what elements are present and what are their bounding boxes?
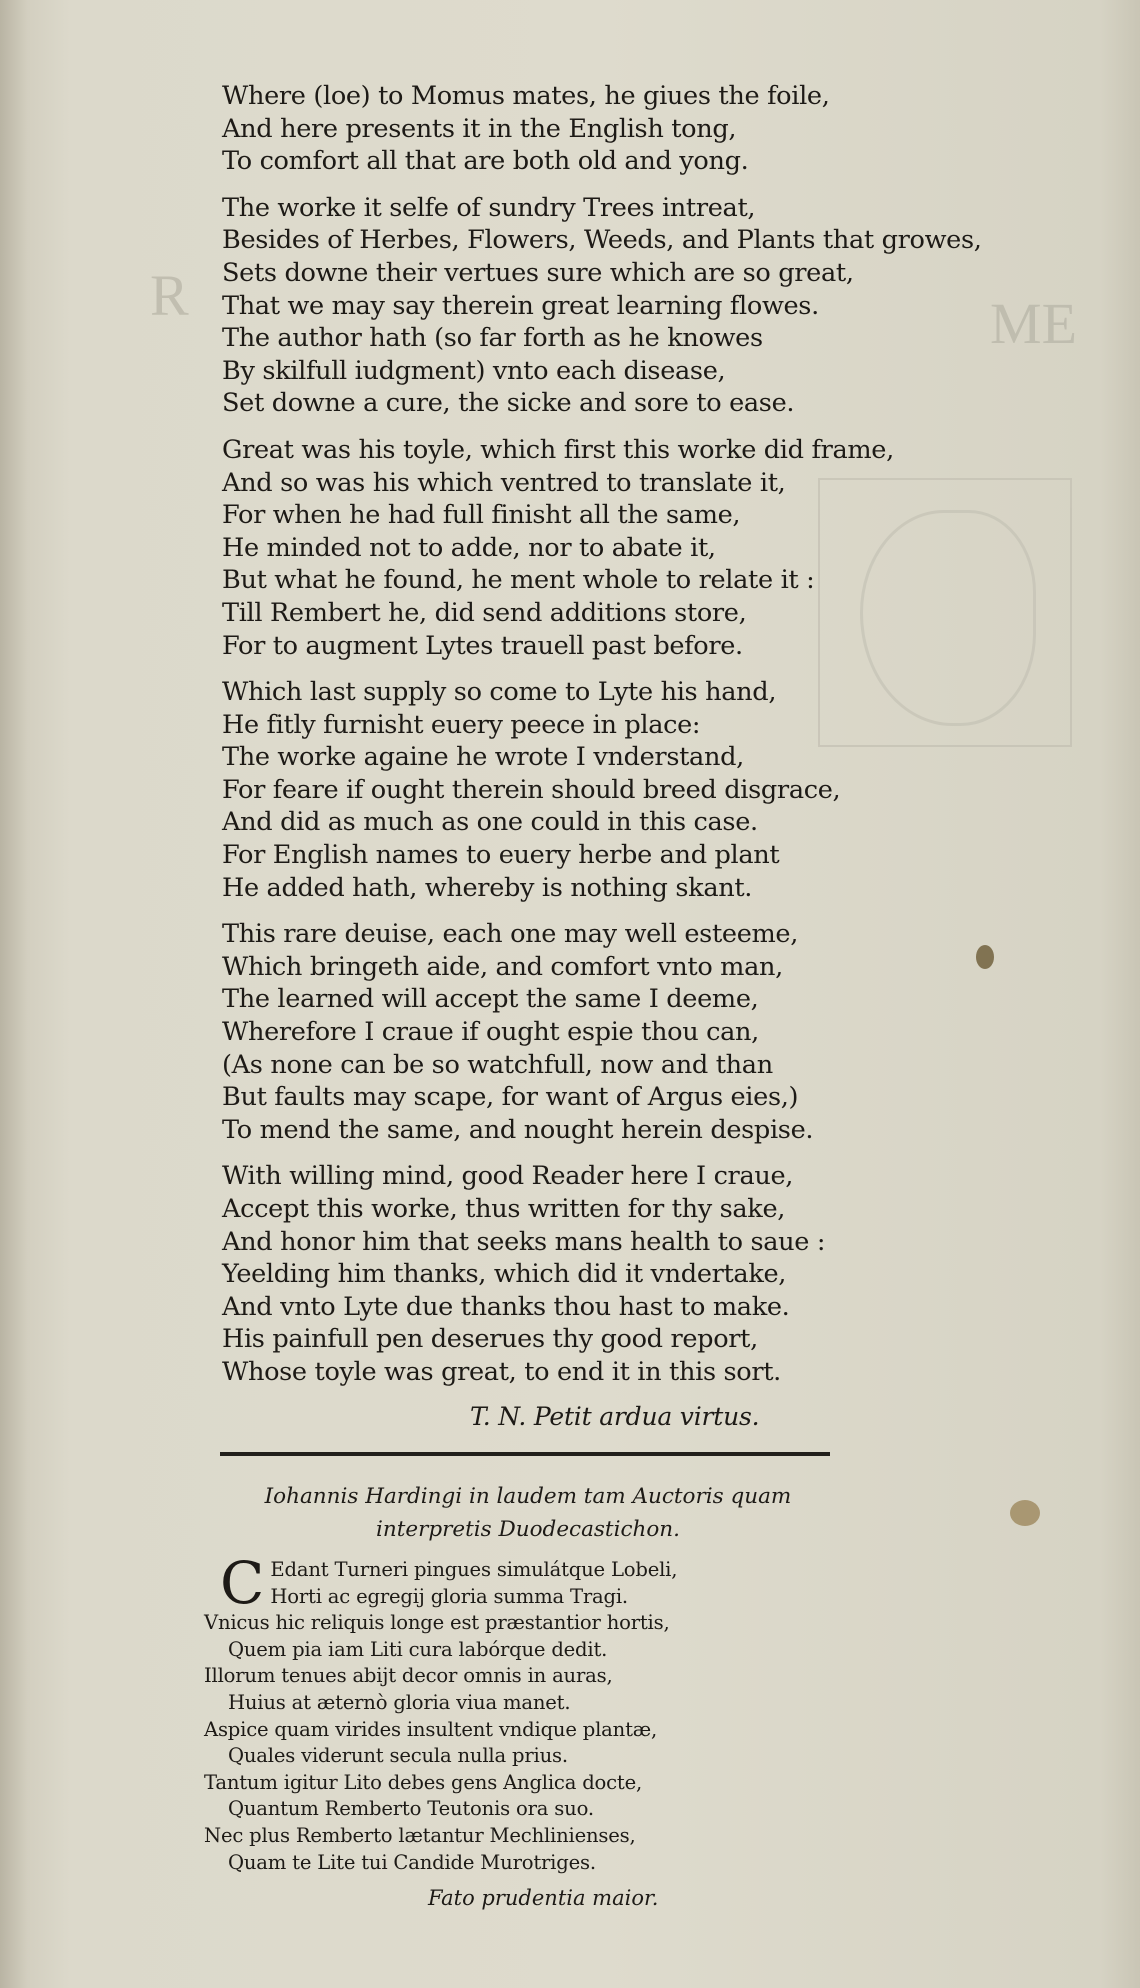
latin-line: Tantum igitur Lito debes gens Anglica docte, <box>204 1770 643 1794</box>
section-divider <box>220 1452 830 1456</box>
poem-signature: T. N. Petit ardua virtus. <box>470 1402 760 1431</box>
poem-line: Accept this worke, thus written for thy sake, <box>222 1194 786 1224</box>
poem-line: This rare deuise, each one may well esteeme, <box>222 919 798 950</box>
poem-line: Whose toyle was great, to end it in this sort. <box>222 1356 781 1387</box>
poem-line: For when he had full finisht all the same, <box>222 500 741 531</box>
poem-line: The worke againe he wrote I vnderstand, <box>222 742 744 773</box>
latin-line: Nec plus Remberto lætantur Mechlinienses, <box>204 1823 636 1847</box>
poem-line: For to augment Lytes trauell past before. <box>222 630 743 661</box>
poem-line: And did as much as one could in this case. <box>222 807 758 838</box>
poem-line: But faults may scape, for want of Argus eies,) <box>222 1082 799 1113</box>
poem-line: For English names to euery herbe and plant <box>222 840 780 871</box>
poem-line: And vnto Lyte due thanks thou hast to make. <box>222 1291 790 1322</box>
show-through-heading: ME <box>990 291 1077 356</box>
latin-title-line: interpretis Duodecastichon. <box>376 1517 680 1542</box>
poem-line: Where (loe) to Momus mates, he giues the foile, <box>222 81 830 111</box>
latin-line: Horti ac egregij gloria summa Tragi. <box>270 1584 628 1608</box>
poem-line: Besides of Herbes, Flowers, Weeds, and Plants that growes, <box>222 225 982 256</box>
poem-line: And so was his which ventred to translate it, <box>222 467 786 498</box>
latin-line: Huius at æternò gloria viua manet. <box>228 1690 571 1714</box>
paper-stain <box>1010 1500 1040 1526</box>
poem-line: Yeelding him thanks, which did it vndertake, <box>222 1259 787 1290</box>
show-through-heading-left: R <box>150 263 189 328</box>
stanza <box>222 80 842 178</box>
poem-line: With willing mind, good Reader here I craue, <box>222 1161 794 1192</box>
latin-line: Edant Turneri pingues simulátque Lobeli, <box>270 1558 678 1581</box>
english-poem <box>222 80 982 1403</box>
poem-line: Wherefore I craue if ought espie thou can, <box>222 1017 759 1048</box>
latin-title-line: Iohannis Hardingi in laudem tam Auctoris quam <box>264 1484 792 1509</box>
latin-line: Quales viderunt secula nulla prius. <box>228 1744 568 1768</box>
poem-line: His painfull pen deserues thy good report, <box>222 1324 758 1355</box>
latin-line: Quem pia iam Liti cura labórque dedit. <box>228 1637 608 1661</box>
poem-line: The worke it selfe of sundry Trees intreat, <box>222 192 756 223</box>
latin-poem <box>204 1549 804 1876</box>
closing-motto: Fato prudentia maior. <box>428 1886 659 1910</box>
paper-stain <box>976 945 994 969</box>
stanza <box>222 434 894 662</box>
latin-line: Aspice quam virides insultent vndique plantæ, <box>204 1717 657 1741</box>
poem-line: Set downe a cure, the sicke and sore to ease. <box>222 388 795 419</box>
poem-line: And honor him that seeks mans health to saue : <box>222 1226 826 1257</box>
poem-line: For feare if ought therein should breed disgrace, <box>222 774 841 805</box>
poem-line: But what he found, he ment whole to relate it : <box>222 565 815 596</box>
stanza <box>222 676 842 904</box>
poem-line: Great was his toyle, which first this worke did frame, <box>222 434 894 465</box>
poem-line: That we may say therein great learning flowes. <box>222 290 819 321</box>
poem-line: (As none can be so watchfull, now and than <box>222 1049 773 1080</box>
poem-line: Which last supply so come to Lyte his hand, <box>222 677 777 708</box>
poem-line: Till Rembert he, did send additions store, <box>222 597 747 628</box>
poem-line: Which bringeth aide, and comfort vnto man, <box>222 951 783 982</box>
poem-line: To comfort all that are both old and yong. <box>222 146 749 177</box>
poem-line: By skilfull iudgment) vnto each disease, <box>222 355 726 386</box>
poem-line: To mend the same, and nought herein despise. <box>222 1114 814 1145</box>
latin-title <box>218 1480 838 1546</box>
stanza <box>222 1160 842 1388</box>
latin-line: Vnicus hic reliquis longe est præstantior hortis, <box>204 1611 670 1635</box>
drop-cap: C <box>220 1549 265 1617</box>
poem-line: The learned will accept the same I deeme, <box>222 984 759 1015</box>
latin-line: Quam te Lite tui Candide Murotriges. <box>228 1850 596 1874</box>
stanza <box>222 192 982 420</box>
latin-line: Illorum tenues abijt decor omnis in auras, <box>204 1664 613 1688</box>
poem-line: The author hath (so far forth as he knowes <box>222 323 763 354</box>
poem-line: Sets downe their vertues sure which are so great, <box>222 257 854 288</box>
poem-line: He added hath, whereby is nothing skant. <box>222 872 753 903</box>
poem-line: And here presents it in the English tong, <box>222 113 737 144</box>
show-through-woodcut <box>818 478 1072 747</box>
latin-line: Quantum Remberto Teutonis ora suo. <box>228 1797 594 1821</box>
poem-line: He fitly furnisht euery peece in place: <box>222 709 701 740</box>
poem-line: He minded not to adde, nor to abate it, <box>222 532 716 563</box>
stanza <box>222 918 842 1146</box>
